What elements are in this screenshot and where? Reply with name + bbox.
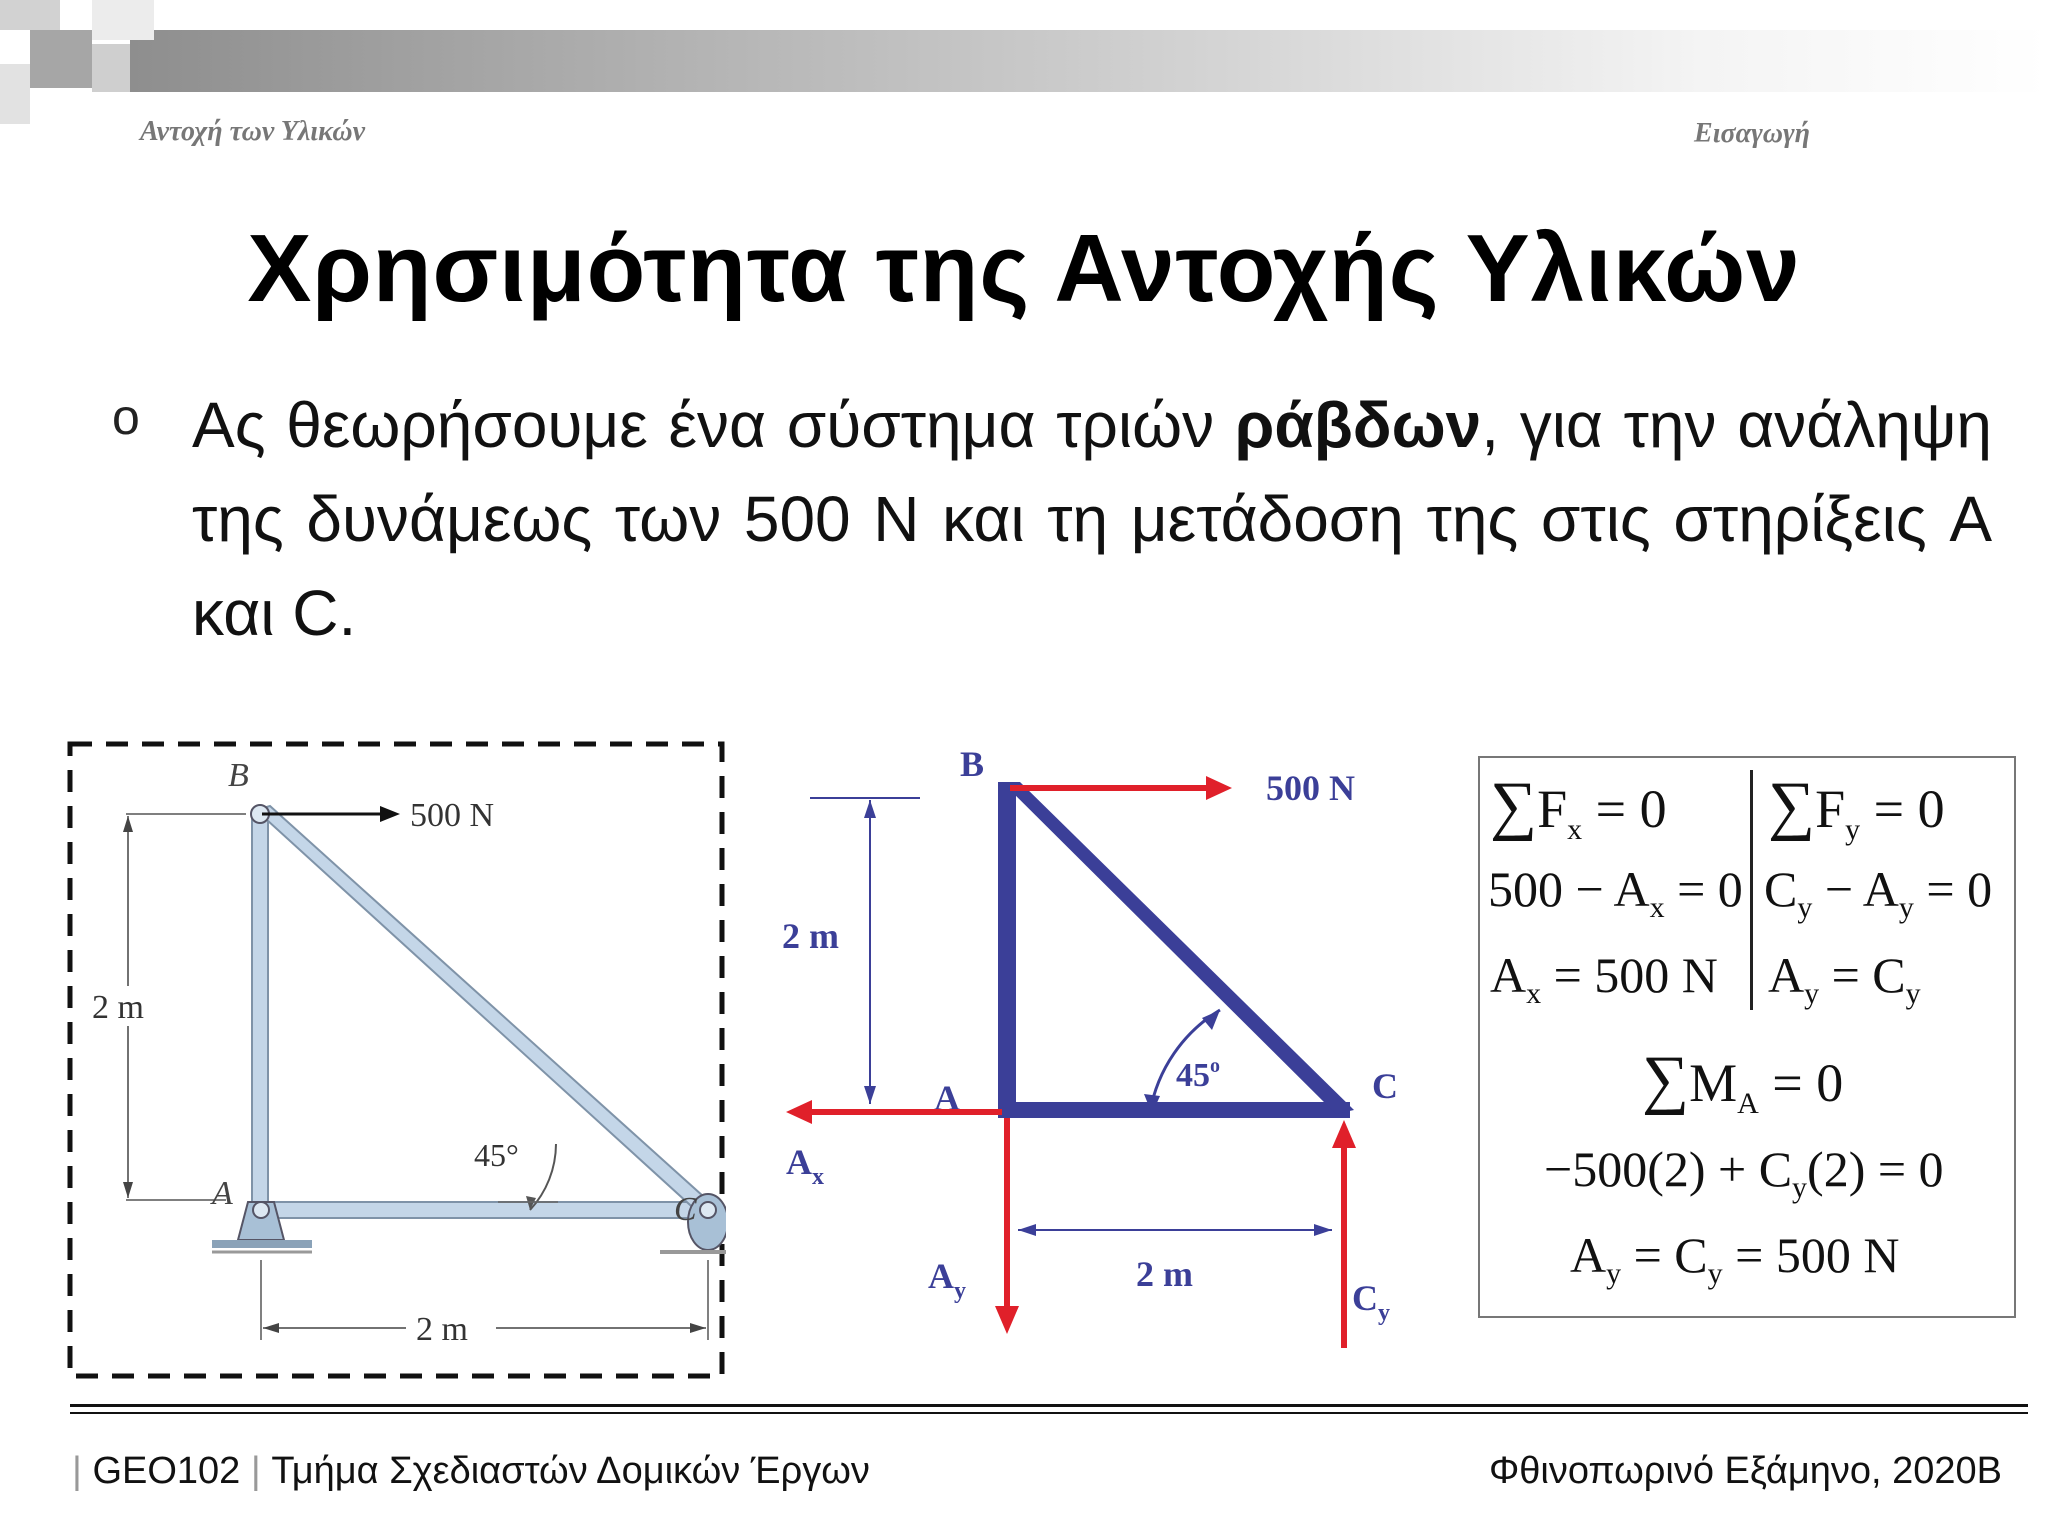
angle-label: [1176, 1055, 1220, 1094]
eq-text: C: [1764, 861, 1798, 917]
eq-fx-rhs: = 0: [1582, 779, 1667, 839]
eq-text: A: [1768, 947, 1805, 1003]
bullet-text-end: , για την ανάληψη της δυνάμεως των 500 N και τη μετάδοση της στις στηρίξεις A και C.: [192, 389, 1993, 649]
pin-c: [700, 1202, 716, 1218]
eq-sub: A: [1737, 1086, 1759, 1120]
bullet-marker: o: [112, 389, 140, 445]
label-b: B: [960, 744, 985, 784]
eq-sub: x: [1649, 891, 1665, 924]
force-label: 500 N: [1266, 768, 1355, 808]
footer-rule: [70, 1404, 2028, 1407]
equilibrium-equations: [1478, 756, 2016, 1318]
eq-sub: y: [1707, 1257, 1723, 1290]
dim-arrowhead: [1314, 1224, 1332, 1236]
slide-title: Χρησιμότητα της Αντοχής Υλικών: [247, 215, 1801, 322]
free-body-svg: [780, 740, 1410, 1360]
dim-height-label: 2 m: [92, 989, 144, 1026]
angle-value: 45: [1176, 1057, 1210, 1094]
header-decor-square: [0, 0, 60, 30]
ay-arrowhead: [995, 1306, 1019, 1334]
force-label: 500 N: [410, 797, 495, 834]
dim-height-label: 2 m: [782, 916, 839, 956]
eq-text: 500 − A: [1488, 861, 1650, 917]
ay-label: [928, 1256, 966, 1304]
eq-text: = C: [1621, 1227, 1708, 1283]
eq-text: = 0: [1913, 861, 1993, 917]
dim-arrowhead: [864, 1086, 876, 1104]
eq-sub: y: [1804, 977, 1820, 1010]
sigma-icon: ∑: [1768, 769, 1816, 842]
ax-letter: A: [786, 1142, 812, 1182]
angle-label: 45°: [474, 1137, 519, 1173]
footer-course-code: GEO102: [92, 1450, 241, 1492]
eq-fy-rhs: = 0: [1860, 779, 1945, 839]
eq-ax-result: [1490, 946, 1718, 1011]
footer-pipe: |: [250, 1450, 261, 1492]
bar-ac: [256, 1202, 708, 1218]
label-c: C: [674, 1191, 697, 1228]
pin-a: [253, 1202, 269, 1218]
ay-subscript: y: [954, 1278, 966, 1304]
eq-fx-sub: x: [1567, 812, 1583, 846]
dim-arrowhead: [123, 816, 133, 832]
eq-sum-fy: [1768, 768, 1945, 847]
footer-semester: Φθινοπωρινό Εξάμηνο, 2020Β: [1488, 1450, 2002, 1492]
header-decor-square: [92, 44, 130, 92]
dashed-frame: [70, 744, 722, 1376]
dim-arrowhead: [123, 1182, 133, 1198]
eq-fx-expanded: [1488, 860, 1743, 925]
dim-width-label: 2 m: [1136, 1254, 1193, 1294]
free-body-diagram: [780, 740, 1410, 1360]
eq-moment-expanded: [1544, 1140, 1944, 1205]
dim-arrowhead: [1018, 1224, 1036, 1236]
bullet-paragraph: [192, 378, 1992, 660]
force-arrowhead: [1206, 776, 1232, 800]
eq-text: = 500 N: [1722, 1227, 1900, 1283]
eq-fy-letter: F: [1815, 779, 1846, 839]
eq-sub: y: [1606, 1257, 1622, 1290]
eq-sum-fx: [1490, 768, 1667, 847]
eq-sub: y: [1898, 891, 1914, 924]
eq-text: −500(2) + C: [1544, 1141, 1793, 1197]
dim-arrowhead: [263, 1323, 279, 1333]
sigma-icon: ∑: [1642, 1043, 1690, 1116]
cy-subscript: y: [1378, 1300, 1390, 1326]
eq-text: A: [1570, 1227, 1607, 1283]
ay-letter: A: [928, 1256, 954, 1296]
header-decor-square: [0, 64, 30, 124]
truss-sketch-figure: [66, 740, 726, 1380]
bullet-text-start: Ας θεωρήσουμε ένα σύστημα τριών: [192, 389, 1235, 461]
truss-sketch-svg: [66, 740, 726, 1380]
eq-sub: y: [1792, 1171, 1808, 1204]
eq-text: M: [1689, 1053, 1738, 1113]
force-arrowhead: [380, 806, 400, 822]
footer-course-info: [72, 1450, 870, 1493]
cy-arrowhead: [1332, 1120, 1356, 1148]
label-a: A: [934, 1078, 960, 1118]
member-ac: [998, 1102, 1350, 1118]
eq-ay-relation: [1768, 946, 1921, 1011]
eq-sum-ma: [1642, 1042, 1843, 1121]
eq-text: A: [1490, 947, 1527, 1003]
footer-pipe: |: [72, 1450, 82, 1492]
footer-department: Τμήμα Σχεδιαστών Δομικών Έργων: [271, 1450, 870, 1492]
eq-text: (2) = 0: [1807, 1141, 1944, 1197]
eq-text: − A: [1812, 861, 1899, 917]
header-decor-square: [30, 30, 92, 88]
bar-ab: [252, 810, 268, 1210]
label-b: B: [228, 757, 249, 794]
equations-divider: [1750, 770, 1753, 1010]
eq-final-result: [1570, 1226, 1899, 1291]
eq-fx-letter: F: [1537, 779, 1568, 839]
eq-sub: y: [1797, 891, 1813, 924]
cy-label: [1352, 1278, 1390, 1326]
member-ab: [998, 782, 1016, 1114]
eq-text: = 0: [1664, 861, 1743, 917]
running-header-course: Αντοχή των Υλικών: [140, 116, 366, 147]
dim-arrowhead: [690, 1323, 706, 1333]
running-header-section: Εισαγωγή: [1694, 118, 1810, 149]
label-a: A: [212, 1175, 233, 1212]
sigma-icon: ∑: [1490, 769, 1538, 842]
angle-degree: o: [1210, 1055, 1220, 1077]
ax-label: [786, 1142, 824, 1190]
dim-arrowhead: [864, 800, 876, 818]
label-c: C: [1372, 1066, 1398, 1106]
eq-fy-sub: y: [1845, 812, 1861, 846]
eq-sub: x: [1526, 977, 1542, 1010]
eq-fy-expanded: [1764, 860, 1992, 925]
eq-text: = C: [1819, 947, 1906, 1003]
eq-text: = 500 N: [1541, 947, 1718, 1003]
eq-sub: y: [1905, 977, 1921, 1010]
dim-width-label: 2 m: [416, 1311, 468, 1348]
angle-arrowhead: [1202, 1010, 1220, 1030]
footer-rule: [70, 1412, 2028, 1414]
bullet-text-bold: ράβδων: [1234, 389, 1482, 461]
cy-letter: C: [1352, 1278, 1378, 1318]
header-gradient-band: [130, 30, 2048, 92]
ax-arrowhead: [786, 1100, 812, 1124]
eq-text: = 0: [1758, 1053, 1844, 1113]
ground-a: [212, 1240, 312, 1248]
header-decor-square: [92, 0, 154, 40]
ax-subscript: x: [812, 1164, 824, 1190]
